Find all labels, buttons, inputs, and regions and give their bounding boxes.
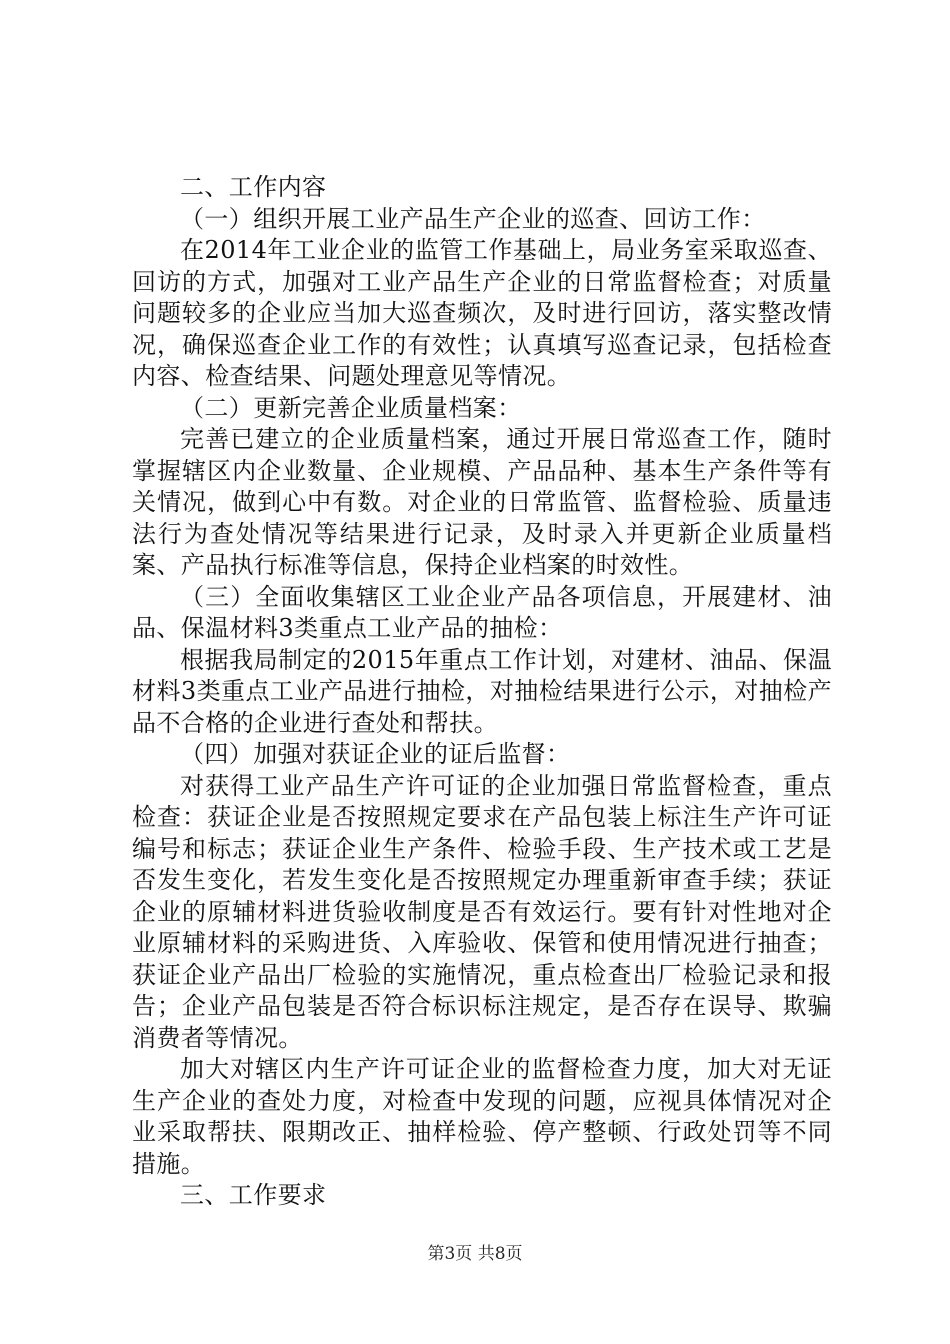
page-number-footer: 第3页 共8页 xyxy=(427,1244,523,1264)
subheading-product-sampling: （三）全面收集辖区工业企业产品各项信息，开展建材、油品、保温材料3类重点工业产品的抽检： xyxy=(132,582,832,642)
section-heading-work-requirements: 三、工作要求 xyxy=(180,1181,327,1209)
section-heading-work-content: 二、工作内容 xyxy=(180,173,327,201)
document-body xyxy=(132,172,832,1212)
paragraph-quality-archive: 完善已建立的企业质量档案，通过开展日常巡查工作，随时掌握辖区内企业数量、企业规模、产品品种、基本生产条件等有关情况，做到心中有数。对企业的日常监管、监督检验、质量违法行为查处情况等结果进行记录，及时录入并更新企业质量档案、产品执行标准等信息，保持企业档案的时效性。 xyxy=(132,425,832,579)
paragraph-post-certification: 对获得工业产品生产许可证的企业加强日常监督检查，重点检查：获证企业是否按照规定要求在产品包装上标注生产许可证编号和标志；获证企业生产条件、检验手段、生产技术或工艺是否发生变化，若发生变化是否按照规定办理重新审查手续；获证企业的原辅材料进货验收制度是否有效运行。要有针对性地对企业原辅材料的采购进货、入库验收、保管和使用情况进行抽查；获证企业产品出厂检验的实施情况，重点检查出厂检验记录和报告；企业产品包装是否符合标识标注规定，是否存在误导、欺骗消费者等情况。 xyxy=(132,771,832,1052)
paragraph-product-sampling: 根据我局制定的2015年重点工作计划，对建材、油品、保温材料3类重点工业产品进行抽检，对抽检结果进行公示，对抽检产品不合格的企业进行查处和帮扶。 xyxy=(132,645,832,737)
paragraph-enforcement: 加大对辖区内生产许可证企业的监督检查力度，加大对无证生产企业的查处力度，对检查中发现的问题，应视具体情况对企业采取帮扶、限期改正、抽样检验、停产整顿、行政处罚等不同措施。 xyxy=(132,1055,832,1178)
paragraph-inspection-revisit: 在2014年工业企业的监管工作基础上，局业务室采取巡查、回访的方式，加强对工业产品生产企业的日常监督检查；对质量问题较多的企业应当加大巡查频次，及时进行回访，落实整改情况，确保巡查企业工作的有效性；认真填写巡查记录，包括检查内容、检查结果、问题处理意见等情况。 xyxy=(132,236,832,390)
subheading-inspection-revisit: （一）组织开展工业产品生产企业的巡查、回访工作： xyxy=(180,204,766,233)
subheading-post-certification: （四）加强对获证企业的证后监督： xyxy=(180,740,571,768)
subheading-quality-archive: （二）更新完善企业质量档案： xyxy=(180,393,522,422)
